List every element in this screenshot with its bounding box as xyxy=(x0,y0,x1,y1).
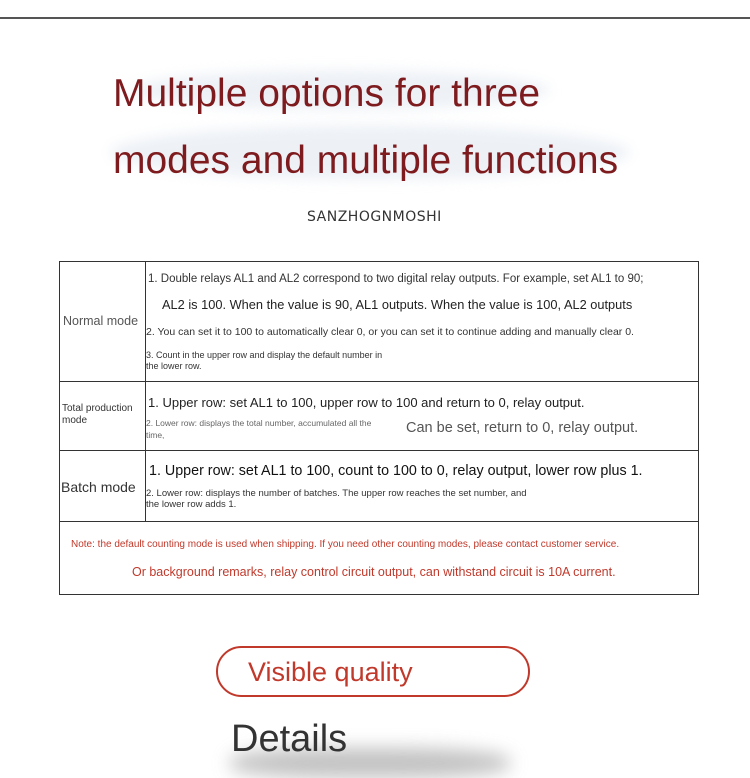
mode-label: Normal mode xyxy=(63,314,139,328)
total-mode-line-2a: 2. Lower row: displays the total number, accumulated all the xyxy=(146,418,372,428)
batch-mode-line-2a: 2. Lower row: displays the number of batches. The upper row reaches the set number, and xyxy=(146,488,527,499)
normal-mode-line-2: AL2 is 100. When the value is 90, AL1 outputs. When the value is 100, AL2 outputs xyxy=(162,297,633,312)
details-heading: Details xyxy=(231,718,348,760)
normal-mode-line-4a: 3. Count in the upper row and display the default number in xyxy=(146,350,383,360)
visible-quality-label: Visible quality xyxy=(248,657,413,687)
visible-quality-badge xyxy=(216,646,530,697)
table-row-batch-mode xyxy=(60,451,698,522)
mode-label: Batch mode xyxy=(61,479,136,495)
total-mode-line-3: Can be set, return to 0, relay output. xyxy=(406,420,639,436)
total-mode-line-2b: time, xyxy=(146,430,165,440)
relay-note: Or background remarks, relay control circuit output, can withstand circuit is 10A current. xyxy=(132,565,616,579)
normal-mode-line-3: 2. You can set it to 100 to automatically clear 0, or you can set it to continue adding and manually clear 0. xyxy=(146,326,634,338)
mode-label-cell xyxy=(60,451,146,521)
subtitle: SANZHOGNMOSHI xyxy=(307,209,442,225)
mode-label: Total production xyxy=(62,403,133,414)
batch-mode-line-1: 1. Upper row: set AL1 to 100, count to 100 to 0, relay output, lower row plus 1. xyxy=(149,463,643,479)
table-row-notes xyxy=(60,522,698,595)
mode-label: mode xyxy=(62,415,88,426)
normal-mode-line-4b: the lower row. xyxy=(146,361,202,371)
mode-label-cell xyxy=(60,382,146,450)
headline-line-2: modes and multiple functions xyxy=(113,139,619,182)
table-row-total-production-mode xyxy=(60,382,698,451)
normal-mode-line-1: 1. Double relays AL1 and AL2 correspond to two digital relay outputs. For example, set AL1 to 90; xyxy=(148,273,644,285)
total-mode-line-1: 1. Upper row: set AL1 to 100, upper row to 100 and return to 0, relay output. xyxy=(148,395,585,410)
headline-line-1: Multiple options for three xyxy=(113,72,541,115)
mode-label-cell xyxy=(60,262,146,381)
table-row-normal-mode xyxy=(60,262,698,382)
batch-mode-line-2b: the lower row adds 1. xyxy=(146,499,237,510)
top-divider xyxy=(0,17,750,19)
modes-table xyxy=(59,261,699,595)
shipping-note: Note: the default counting mode is used when shipping. If you need other counting modes, please contact customer service. xyxy=(71,539,620,550)
